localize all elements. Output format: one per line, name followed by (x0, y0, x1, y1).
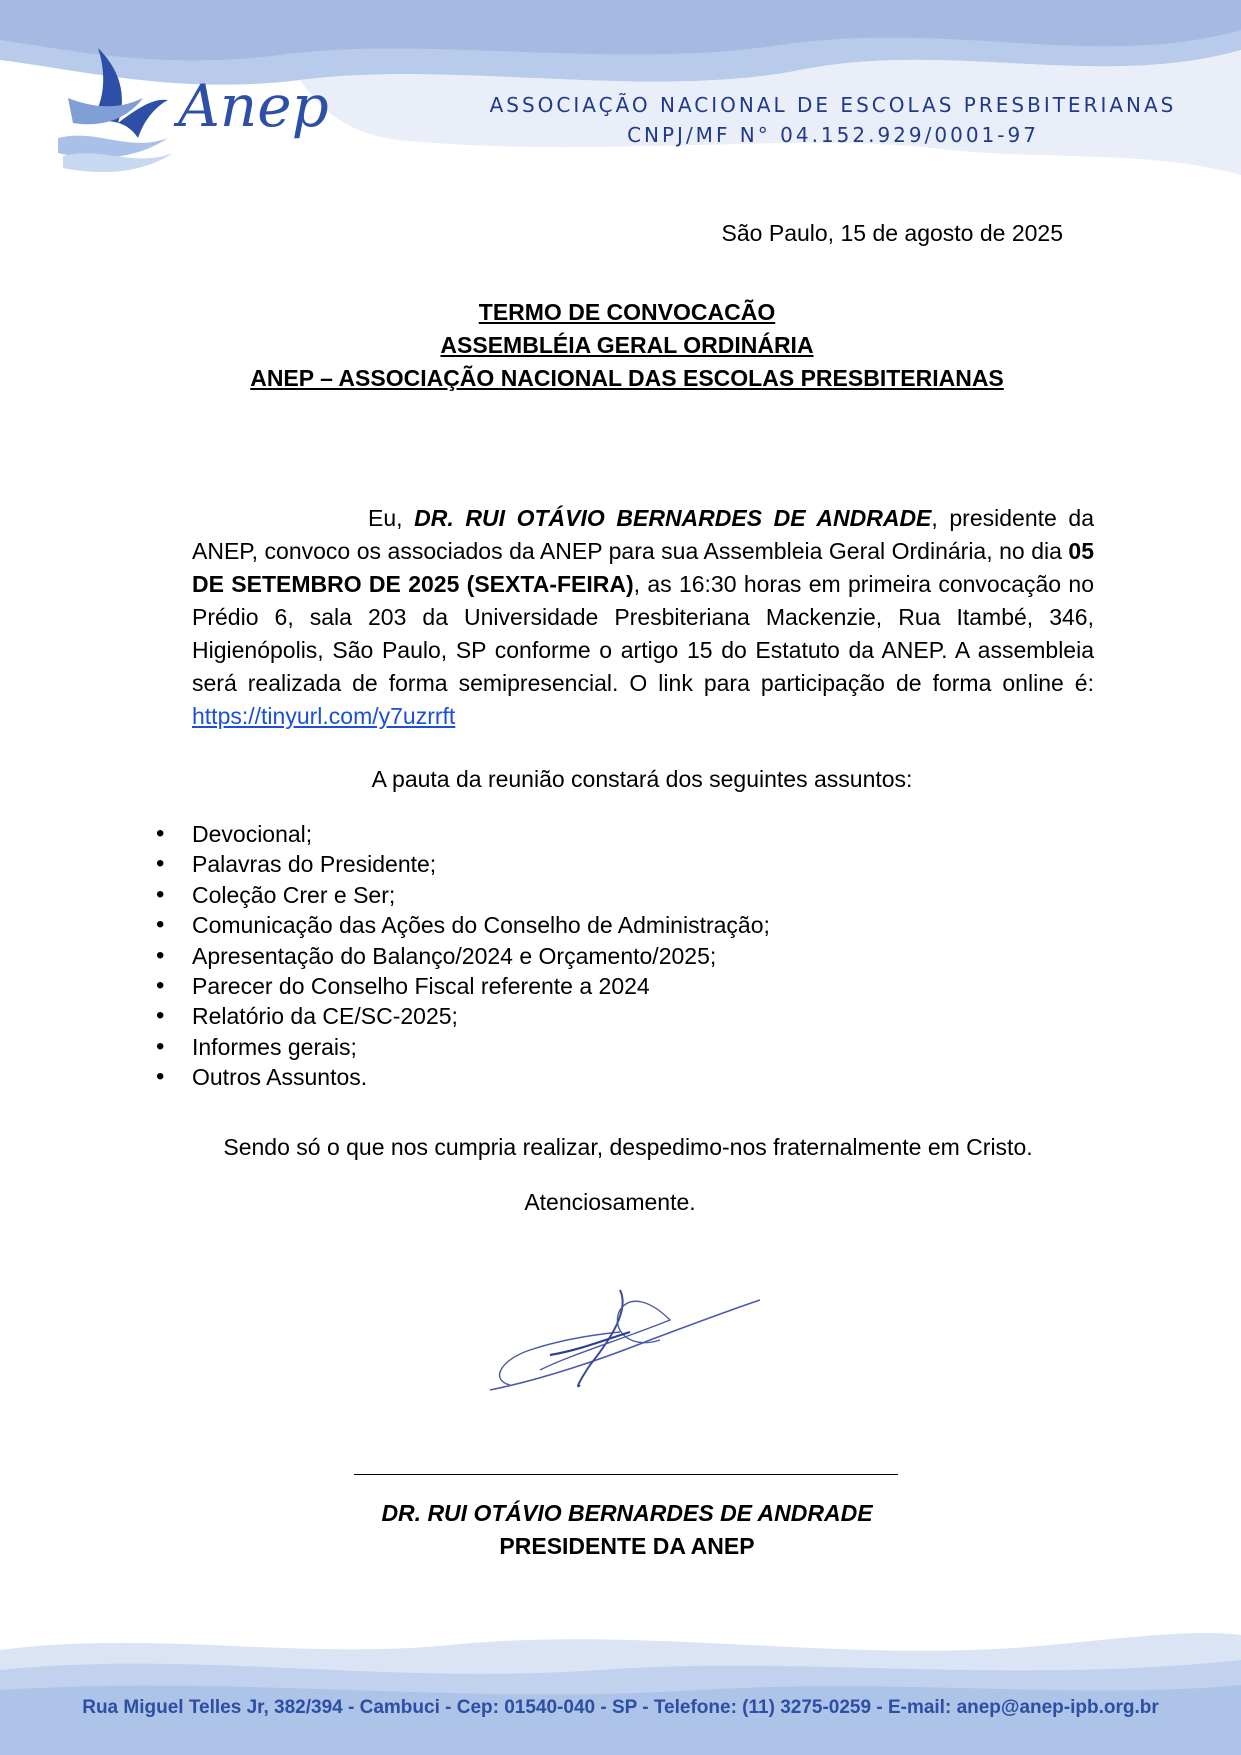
agenda-list (154, 819, 1054, 1093)
anep-dove-icon (58, 38, 358, 178)
agenda-item: • Comunicação das Ações do Conselho de Administração; (154, 910, 1054, 940)
footer-wave-background (0, 1590, 1241, 1755)
footer-contact: Rua Miguel Telles Jr, 382/394 - Cambuci - Cep: 01540-040 - SP - Telefone: (11) 3275-0259 - E-mail: anep@anep-ipb.org.br (82, 1697, 1159, 1718)
closing-sentence: Sendo só o que nos cumpria realizar, despedimo-nos fraternalmente em Cristo. (223, 1134, 1033, 1160)
org-name: ASSOCIAÇÃO NACIONAL DE ESCOLAS PRESBITERIANAS (489, 93, 1177, 117)
signature-line (354, 1474, 898, 1475)
title-line-3: ANEP – ASSOCIAÇÃO NACIONAL DAS ESCOLAS PRESBITERIANAS (250, 365, 1004, 391)
agenda-item: • Devocional; (154, 819, 1054, 849)
date-line: São Paulo, 15 de agosto de 2025 (721, 220, 1063, 246)
signer-name: DR. RUI OTÁVIO BERNARDES DE ANDRADE (381, 1500, 873, 1526)
handwritten-signature (480, 1280, 770, 1410)
agenda-item: • Palavras do Presidente; (154, 849, 1054, 879)
meeting-date: 05 DE SETEMBRO DE 2025 (SEXTA-FEIRA) (192, 538, 1095, 597)
agenda-item: • Informes gerais; (154, 1032, 1054, 1062)
convocation-paragraph (192, 502, 1094, 733)
paragraph-text-1: , presidente da ANEP, convoco os associados da ANEP para sua Assembleia Geral Ordinária, no dia (192, 505, 1094, 564)
logo-text: Anep (178, 72, 329, 140)
title-line-2: ASSEMBLÉIA GERAL ORDINÁRIA (440, 332, 814, 358)
org-cnpj: CNPJ/MF N° 04.152.929/0001-97 (627, 123, 1039, 147)
agenda-item: • Outros Assuntos. (154, 1062, 1054, 1092)
org-header (473, 90, 1193, 150)
title-line-1: TERMO DE CONVOCACÃO (478, 299, 776, 325)
online-meeting-link[interactable]: https://tinyurl.com/y7uzrrft (192, 703, 456, 729)
agenda-item: • Coleção Crer e Ser; (154, 880, 1054, 910)
president-name: DR. RUI OTÁVIO BERNARDES DE ANDRADE (414, 505, 932, 531)
paragraph-lead: Eu, (368, 505, 403, 531)
agenda-item: • Apresentação do Balanço/2024 e Orçamento/2025; (154, 941, 1054, 971)
paragraph-text-2: , as 16:30 horas em primeira convocação no Prédio 6, sala 203 da Universidade Presbiteriana Mackenzie, Rua Itambé, 346, Higienópolis, São Paulo, SP conforme o artigo 15 do Estatuto da ANEP. A assembleia será realizada de forma semipresencial. O link para participação de forma online é: (192, 571, 1095, 696)
agenda-intro: A pauta da reunião constará dos seguintes assuntos: (371, 766, 913, 792)
regards: Atenciosamente. (524, 1189, 696, 1215)
agenda-item: • Parecer do Conselho Fiscal referente a 2024 (154, 971, 1054, 1001)
document-titles (192, 296, 1062, 395)
agenda-item: • Relatório da CE/SC-2025; (154, 1001, 1054, 1031)
signer-role: PRESIDENTE DA ANEP (499, 1533, 755, 1559)
anep-logo (58, 38, 358, 178)
